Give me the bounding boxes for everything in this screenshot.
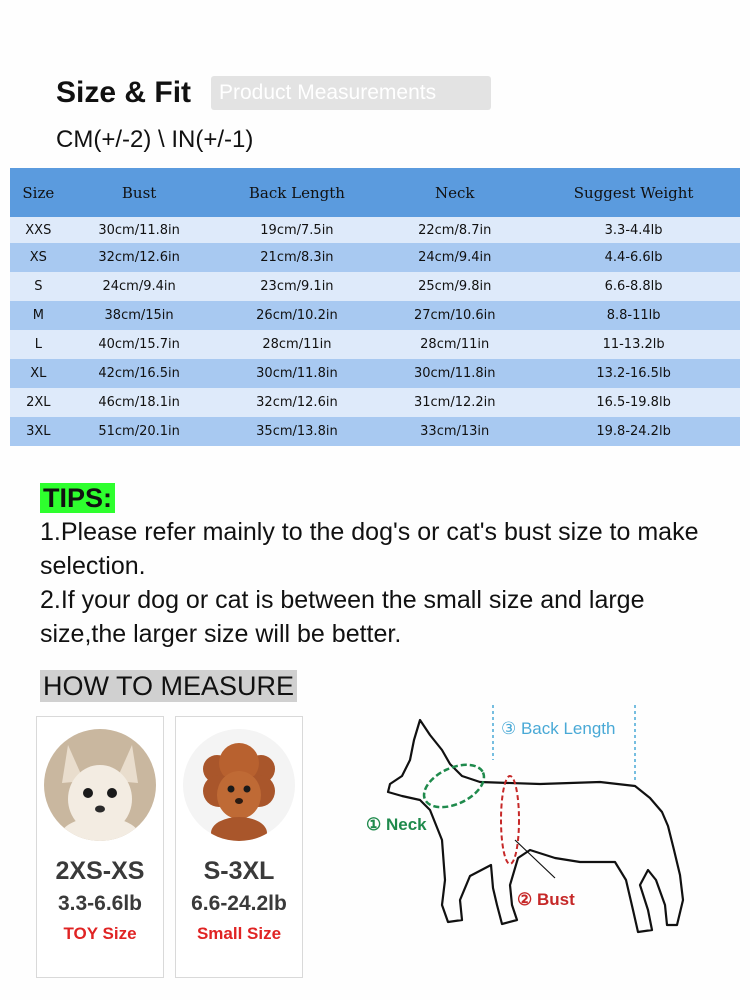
toy-size-weight: 3.3-6.6lb	[57, 892, 143, 915]
cell-weight: 8.8-11lb	[527, 301, 740, 330]
cell-size: S	[10, 272, 67, 301]
poodle-photo	[183, 729, 295, 841]
back-length-label: ③ Back Length	[501, 719, 616, 738]
cell-back-length: 32cm/12.6in	[212, 388, 383, 417]
table-row	[10, 301, 740, 330]
cell-neck: 28cm/11in	[382, 330, 527, 359]
cell-bust: 42cm/16.5in	[67, 359, 212, 388]
cell-bust: 30cm/11.8in	[67, 217, 212, 243]
cell-neck: 22cm/8.7in	[382, 217, 527, 243]
cell-size: 2XL	[10, 388, 67, 417]
cell-weight: 3.3-4.4lb	[527, 217, 740, 243]
table-row	[10, 417, 740, 446]
table-row	[10, 217, 740, 243]
cell-neck: 31cm/12.2in	[382, 388, 527, 417]
bust-label: ② Bust	[517, 890, 575, 909]
cell-bust: 24cm/9.4in	[67, 272, 212, 301]
column-header-neck: Neck	[382, 168, 527, 217]
cell-back-length: 30cm/11.8in	[212, 359, 383, 388]
table-row	[10, 243, 740, 272]
table-row	[10, 330, 740, 359]
neck-label: ① Neck	[366, 815, 427, 834]
tip-1: 1.Please refer mainly to the dog's or cat's bust size to make selection.	[40, 518, 699, 580]
bust-marker	[501, 776, 519, 864]
cell-bust: 46cm/18.1in	[67, 388, 212, 417]
how-to-measure-heading: HOW TO MEASURE	[40, 670, 297, 702]
table-row	[10, 388, 740, 417]
column-header-suggest-weight: Suggest Weight	[527, 168, 740, 217]
cell-neck: 30cm/11.8in	[382, 359, 527, 388]
cell-weight: 13.2-16.5lb	[527, 359, 740, 388]
bust-pointer	[515, 840, 555, 878]
size-chart-table	[10, 168, 740, 446]
cell-size: XL	[10, 359, 67, 388]
cell-size: M	[10, 301, 67, 330]
cell-size: 3XL	[10, 417, 67, 446]
cell-back-length: 21cm/8.3in	[212, 243, 383, 272]
tip-2: 2.If your dog or cat is between the small size and large size,the larger size will be better.	[40, 586, 645, 648]
cell-weight: 4.4-6.6lb	[527, 243, 740, 272]
column-header-size: Size	[10, 168, 67, 217]
tips-heading: TIPS:	[40, 483, 115, 513]
cell-size: XXS	[10, 217, 67, 243]
page-title: Size & Fit	[56, 76, 192, 109]
toy-size-range: 2XS-XS	[55, 857, 145, 885]
cell-back-length: 28cm/11in	[212, 330, 383, 359]
cell-weight: 11-13.2lb	[527, 330, 740, 359]
cell-weight: 16.5-19.8lb	[527, 388, 740, 417]
units-note: CM(+/-2) \ IN(+/-1)	[56, 126, 254, 153]
cell-weight: 6.6-8.8lb	[527, 272, 740, 301]
toy-size-card	[36, 716, 164, 978]
table-header-row	[10, 168, 740, 217]
toy-size-label: TOY Size	[63, 924, 137, 943]
small-size-label: Small Size	[196, 924, 282, 943]
table-row	[10, 359, 740, 388]
small-size-weight: 6.6-24.2lb	[191, 892, 287, 915]
table-row	[10, 272, 740, 301]
cell-neck: 33cm/13in	[382, 417, 527, 446]
cell-back-length: 35cm/13.8in	[212, 417, 383, 446]
chihuahua-photo	[44, 729, 156, 841]
cell-size: XS	[10, 243, 67, 272]
cell-bust: 51cm/20.1in	[67, 417, 212, 446]
small-size-range: S-3XL	[203, 857, 275, 885]
cell-bust: 38cm/15in	[67, 301, 212, 330]
cell-neck: 25cm/9.8in	[382, 272, 527, 301]
cell-bust: 40cm/15.7in	[67, 330, 212, 359]
cell-back-length: 23cm/9.1in	[212, 272, 383, 301]
subtitle-chip: Product Measurements	[211, 76, 491, 110]
cell-back-length: 26cm/10.2in	[212, 301, 383, 330]
cell-neck: 27cm/10.6in	[382, 301, 527, 330]
cell-back-length: 19cm/7.5in	[212, 217, 383, 243]
cell-size: L	[10, 330, 67, 359]
cell-bust: 32cm/12.6in	[67, 243, 212, 272]
column-header-bust: Bust	[67, 168, 212, 217]
column-header-back-length: Back Length	[212, 168, 383, 217]
cell-weight: 19.8-24.2lb	[527, 417, 740, 446]
small-size-card	[175, 716, 303, 978]
cell-neck: 24cm/9.4in	[382, 243, 527, 272]
